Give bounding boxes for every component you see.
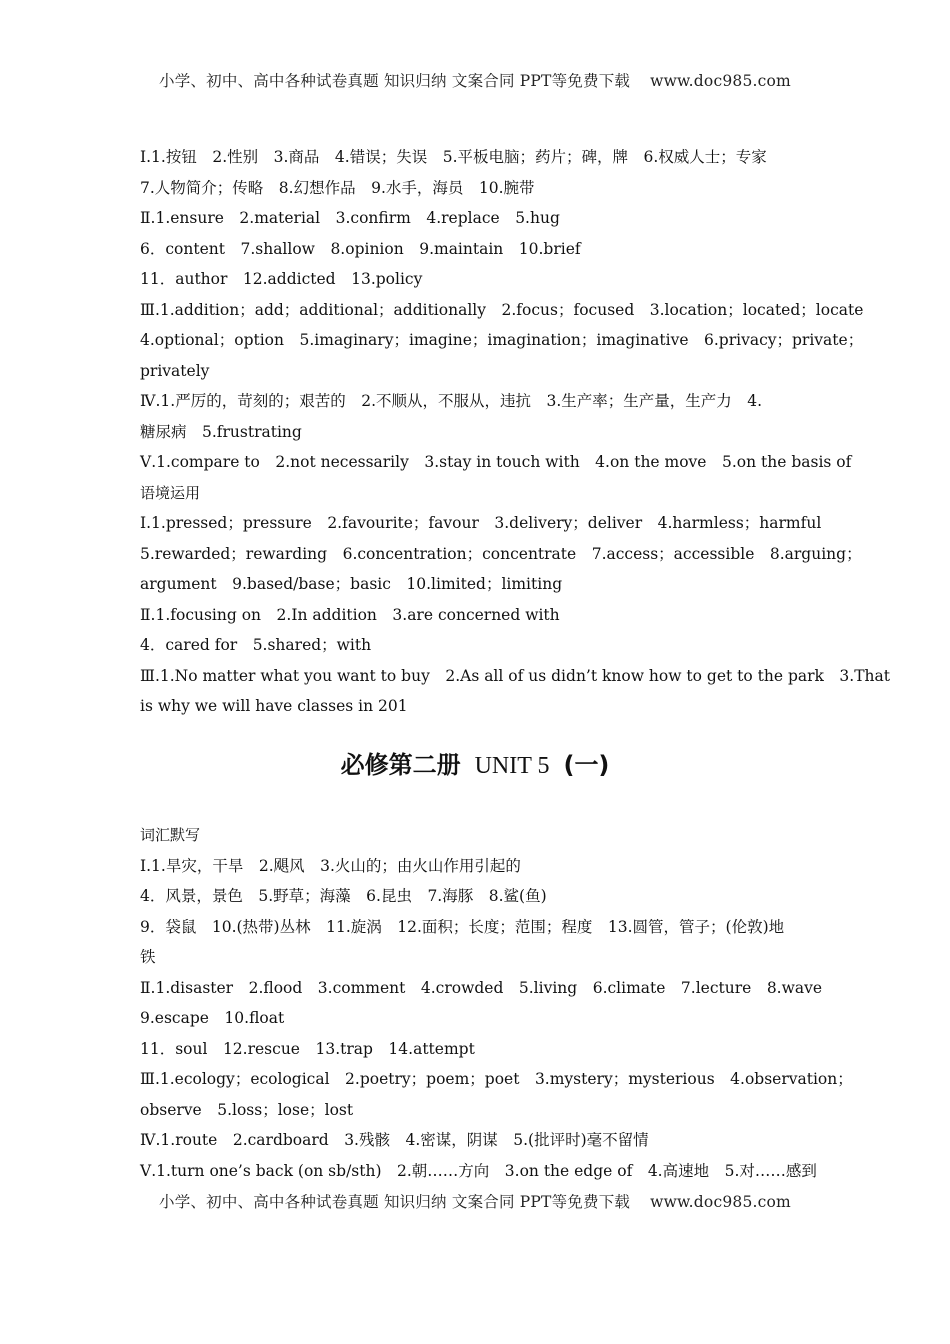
answer-section-1 [140, 142, 890, 722]
answer-line: Ⅲ.1.ecology；ecological 2.poetry；poem；poet 3.mystery；mysterious 4.observation； [140, 1070, 853, 1088]
footer-url[interactable]: www.doc985.com [650, 1193, 791, 1211]
page-title [0, 745, 950, 780]
answer-line: 7.人物简介；传略 8.幻想作品 9.水手，海员 10.腕带 [140, 178, 535, 197]
answer-line: is why we will have classes in 201 [140, 697, 408, 715]
answer-line: 9．袋鼠 10.(热带)丛林 11.旋涡 12.面积；长度；范围；程度 13.圆管，管子；(伦敦)地 [140, 917, 785, 936]
title-part: (一) [563, 751, 610, 779]
answer-line: observe 5.loss；lose；lost [140, 1100, 354, 1119]
header-url[interactable]: www.doc985.com [650, 72, 791, 90]
answer-line: Ⅰ.1.按钮 2.性别 3.商品 4.错误；失误 5.平板电脑；药片；碑，牌 6.权威人士；专家 [140, 148, 767, 166]
section-heading: 语境运用 [140, 483, 201, 502]
answer-line: Ⅰ.1.pressed；pressure 2.favourite；favour 3.delivery；deliver 4.harmless；harmful [140, 514, 822, 532]
page-header [0, 69, 950, 91]
answer-line: Ⅲ.1.addition；add；additional；additionally 2.focus；focused 3.location；located；locate [140, 300, 864, 319]
answer-line: Ⅳ.1.严厉的，苛刻的；艰苦的 2.不顺从，不服从，违抗 3.生产率；生产量，生产力 4. [140, 392, 763, 410]
title-cn: 必修第二册 [340, 751, 461, 779]
answer-section-2 [140, 820, 853, 1186]
answer-line: 糖尿病 5.frustrating [140, 422, 302, 441]
answer-line: Ⅱ.1.ensure 2.material 3.confirm 4.replace 5.hug [140, 209, 560, 227]
section-heading: 词汇默写 [140, 826, 201, 844]
answer-line: 11．soul 12.rescue 13.trap 14.attempt [140, 1039, 475, 1058]
page-footer [0, 1190, 950, 1212]
answer-line: Ⅲ.1.No matter what you want to buy 2.As all of us didn’t know how to get to the park 3.That [140, 666, 890, 685]
answer-line: Ⅱ.1.disaster 2.flood 3.comment 4.crowded 5.living 6.climate 7.lecture 8.wave [140, 978, 823, 997]
answer-line: Ⅴ.1.compare to 2.not necessarily 3.stay in touch with 4.on the move 5.on the basis of [140, 453, 852, 471]
answer-line: Ⅴ.1.turn one’s back (on sb/sth) 2.朝……方向 3.on the edge of 4.高速地 5.对……感到 [140, 1161, 817, 1180]
footer-text: 小学、初中、高中各种试卷真题 知识归纳 文案合同 PPT等免费下载 [159, 1193, 631, 1211]
title-unit: UNIT 5 [474, 753, 550, 779]
answer-line: 11．author 12.addicted 13.policy [140, 270, 423, 288]
answer-line: Ⅱ.1.focusing on 2.In addition 3.are concerned with [140, 605, 560, 624]
answer-line: 铁 [140, 948, 156, 966]
answer-line: 4．风景，景色 5.野草；海藻 6.昆虫 7.海豚 8.鲨(鱼) [140, 887, 547, 905]
answer-line: argument 9.based/base；basic 10.limited；limiting [140, 575, 563, 593]
answer-line: 6．content 7.shallow 8.opinion 9.maintain 10.brief [140, 239, 581, 258]
header-text: 小学、初中、高中各种试卷真题 知识归纳 文案合同 PPT等免费下载 [159, 72, 631, 90]
answer-line: Ⅳ.1.route 2.cardboard 3.残骸 4.密谋，阴谋 5.(批评时)毫不留情 [140, 1131, 649, 1149]
answer-line: 4．cared for 5.shared；with [140, 636, 372, 654]
answer-line: 9.escape 10.float [140, 1009, 285, 1027]
answer-line: 5.rewarded；rewarding 6.concentration；concentrate 7.access；accessible 8.arguing； [140, 544, 862, 563]
answer-line: Ⅰ.1.旱灾，干旱 2.飓风 3.火山的；由火山作用引起的 [140, 856, 521, 875]
answer-line: privately [140, 361, 210, 380]
answer-line: 4.optional；option 5.imaginary；imagine；imagination；imaginative 6.privacy；private； [140, 331, 864, 349]
